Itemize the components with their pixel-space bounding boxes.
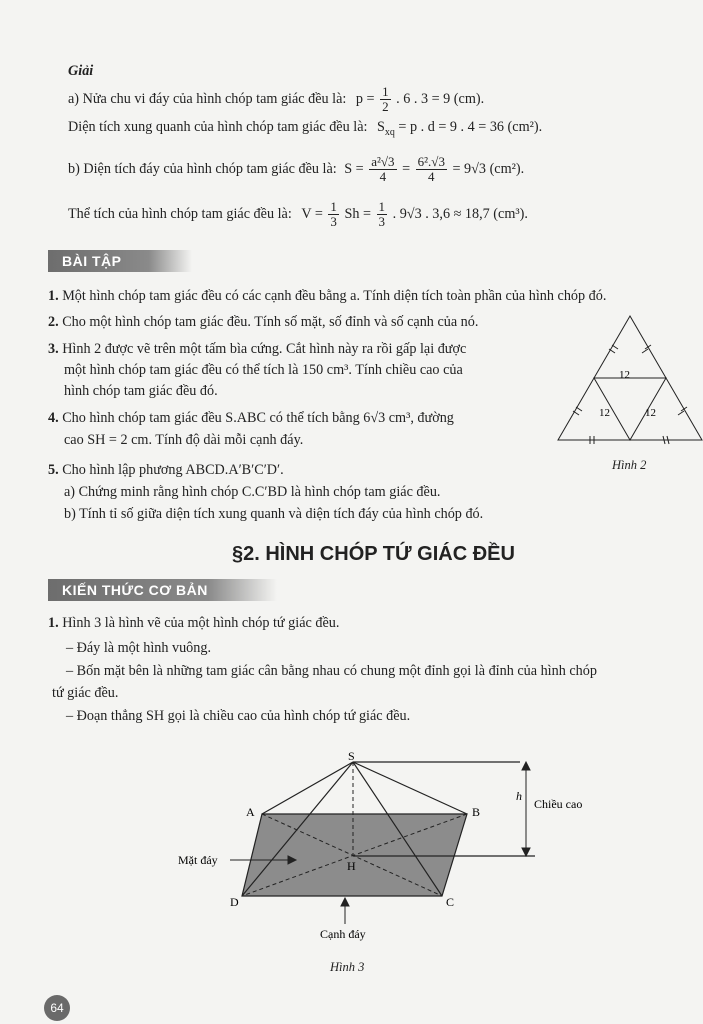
point-h: H	[347, 859, 356, 873]
volume-text: Thể tích của hình chóp tam giác đều là:	[68, 205, 292, 222]
exercise-3: 3. Hình 2 được vẽ trên một tấm bìa cứng. Cắt hình này ra rồi gấp lại được một hình chóp tam giác đều có thể tích là 150 cm³. Tính chiều cao của hình chóp tam giác đều đó.	[48, 341, 467, 399]
figure-3-caption: Hình 3	[330, 960, 365, 974]
fraction-area-2: $\frac{\text{6².√3}}{4}$	[417, 154, 445, 184]
part-b-lhs: S =	[344, 160, 364, 177]
fraction-third-1: $\frac{1}{3}$	[330, 199, 337, 229]
section-2-title: §2. HÌNH CHÓP TỨ GIÁC ĐỀU	[232, 543, 515, 565]
bullet-faces-cont: tứ giác đều.	[52, 685, 119, 701]
sxq-text: Diện tích xung quanh của hình chóp tam giác đều là:	[68, 119, 368, 135]
exercise-5: 5. Cho hình lập phương ABCD.A′B′C′D′. a) Chứng minh rằng hình chóp C.C′BD là hình chóp tam giác đều. b) Tính tỉ số giữa diện tích xung quanh và diện tích đáy của hình chóp đó.	[48, 462, 484, 522]
volume-lhs: V =	[301, 205, 323, 222]
net-label-left: 12	[599, 407, 610, 419]
vertex-s: S	[348, 752, 355, 763]
bullet-height: – Đoạn thẳng SH gọi là chiều cao của hình chóp tứ giác đều.	[66, 707, 411, 724]
figure-3-pyramid	[170, 752, 630, 992]
fraction-third-2: $\frac{1}{3}$	[378, 199, 386, 229]
base-label: Mặt đáy	[178, 853, 218, 867]
sxq-subscript: xq	[384, 126, 395, 138]
vertex-a: A	[246, 805, 255, 819]
exercise-2: 2. Cho một hình chóp tam giác đều. Tính số mặt, số đỉnh và số cạnh của nó.	[48, 314, 479, 330]
volume-mid: Sh =	[344, 205, 371, 222]
bullet-faces: – Bốn mặt bên là những tam giác cân bằng nhau có chung một đỉnh gọi là đỉnh của hình chóp	[66, 662, 597, 679]
solution-heading: Giải	[68, 63, 94, 79]
net-label-top: 12	[619, 369, 630, 381]
vertex-d: D	[230, 895, 239, 909]
part-a-rhs: . 6 . 3 = 9 (cm).	[396, 90, 485, 107]
figure-2-caption: Hình 2	[612, 458, 647, 472]
exercise-1: 1. Một hình chóp tam giác đều có các cạnh đều bằng a. Tính diện tích toàn phần của hình chóp đó.	[48, 288, 607, 304]
solution-sxq	[68, 118, 542, 142]
sxq-rhs: = p . d = 9 . 4 = 36 (cm²).	[398, 119, 543, 135]
sxq-symbol: S	[376, 119, 385, 135]
figure-2-net	[555, 312, 703, 472]
section-2-bullets	[52, 637, 597, 727]
part-b-text: b) Diện tích đáy của hình chóp tam giác đều là:	[68, 160, 337, 177]
solution-part-a	[68, 85, 484, 114]
fraction-area-1: $\frac{\text{a²√3}}{4}$	[371, 154, 395, 184]
vertex-b: B	[472, 805, 481, 819]
part-b-eq: =	[402, 160, 411, 177]
height-label: Chiều cao	[534, 797, 583, 811]
fraction-half: $\frac{1}{2}$	[382, 84, 389, 114]
solution-volume	[68, 200, 528, 229]
part-a-lhs: p =	[355, 90, 375, 107]
basic-knowledge-banner: KIẾN THỨC CƠ BẢN	[48, 579, 277, 601]
section-2-intro: 1. Hình 3 là hình vẽ của một hình chóp tứ giác đều.	[48, 615, 340, 631]
bullet-base: – Đáy là một hình vuông.	[66, 640, 212, 656]
page-number: 64	[44, 995, 70, 1021]
volume-rhs: . 9√3 . 3,6 ≈ 18,7 (cm³).	[392, 205, 528, 222]
exercise-4: 4. Cho hình chóp tam giác đều S.ABC có thể tích bằng 6√3 cm³, đường cao SH = 2 cm. Tính độ dài mỗi cạnh đáy.	[48, 410, 454, 448]
edge-label: Cạnh đáy	[320, 927, 366, 941]
net-label-right: 12	[645, 407, 656, 419]
height-symbol: h	[516, 789, 522, 803]
exercises-banner: BÀI TẬP	[48, 250, 192, 272]
vertex-c: C	[446, 895, 455, 909]
part-a-text: a) Nửa chu vi đáy của hình chóp tam giác đều là:	[68, 90, 347, 107]
part-b-rhs: = 9√3 (cm²).	[452, 160, 525, 177]
solution-part-b	[68, 155, 524, 184]
